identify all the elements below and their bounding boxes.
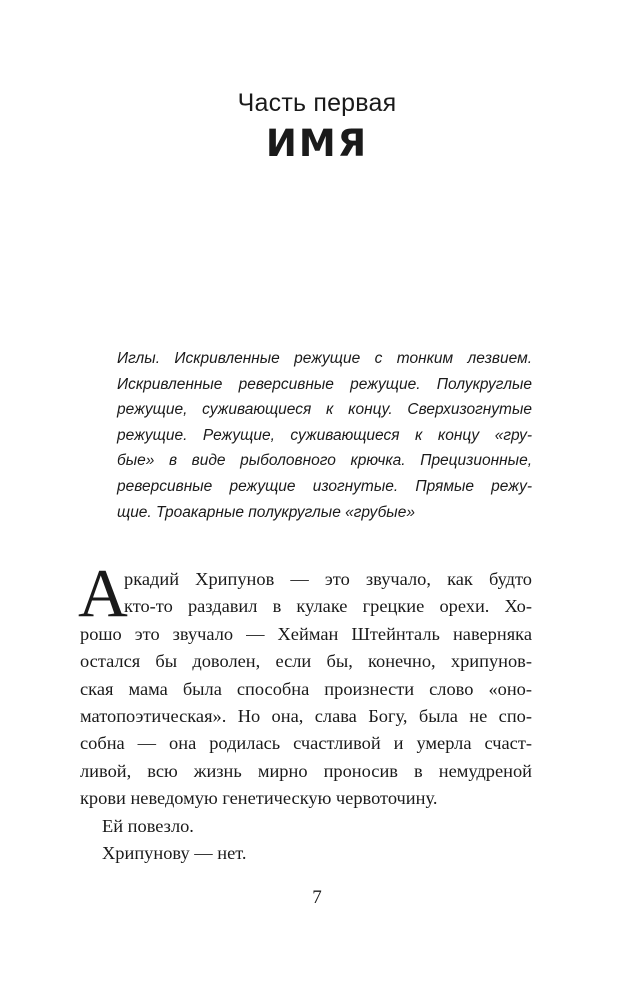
epigraph-line: режущие. Режущие, суживающиеся к концу «гру-: [117, 426, 532, 444]
paragraph: Хрипунову — нет.: [102, 843, 247, 864]
paragraph: Ей повезло.: [102, 815, 194, 836]
epigraph-line: режущие, суживающиеся к концу. Сверхизогнутые: [117, 401, 532, 419]
epigraph-line: Иглы. Искривленные режущие с тонким лезвием.: [117, 350, 532, 367]
epigraph-line: щие. Троакарные полукруглые «грубые»: [117, 503, 415, 521]
epigraph-line: реверсивные режущие изогнутые. Прямые режу-: [117, 477, 532, 495]
body-line: матопоэтическая». Но она, слава Богу, была не спо-: [80, 706, 532, 727]
epigraph: [117, 346, 532, 525]
epigraph-line: бые» в виде рыболовного крючка. Прецизионные,: [117, 452, 532, 470]
epigraph-line: Искривленные реверсивные режущие. Полукруглые: [117, 375, 532, 393]
body-line: собна — она родилась счастливой и умерла счаст-: [80, 733, 532, 754]
body-line: рошо это звучало — Хейман Штейнталь наверняка: [80, 623, 532, 644]
part-label: Часть первая: [237, 89, 397, 117]
part-title: ИМЯ: [265, 122, 369, 165]
body-line: ливой, всю жизнь мирно проносив в немудреной: [80, 760, 532, 781]
page-number: 7: [312, 887, 322, 908]
body-text: [78, 555, 532, 867]
part-heading: [0, 86, 634, 166]
body-line: кто-то раздавил в кулаке грецкие орехи. Хо-: [124, 596, 532, 617]
body-line: ркадий Хрипунов — это звучало, как будто: [124, 569, 532, 589]
body-line: ская мама была способна произнести слово «оно-: [80, 678, 532, 699]
drop-cap: А: [78, 555, 128, 631]
body-line: остался бы доволен, если бы, конечно, хрипунов-: [80, 651, 532, 672]
body-line: крови неведомую генетическую червоточину.: [80, 788, 438, 809]
